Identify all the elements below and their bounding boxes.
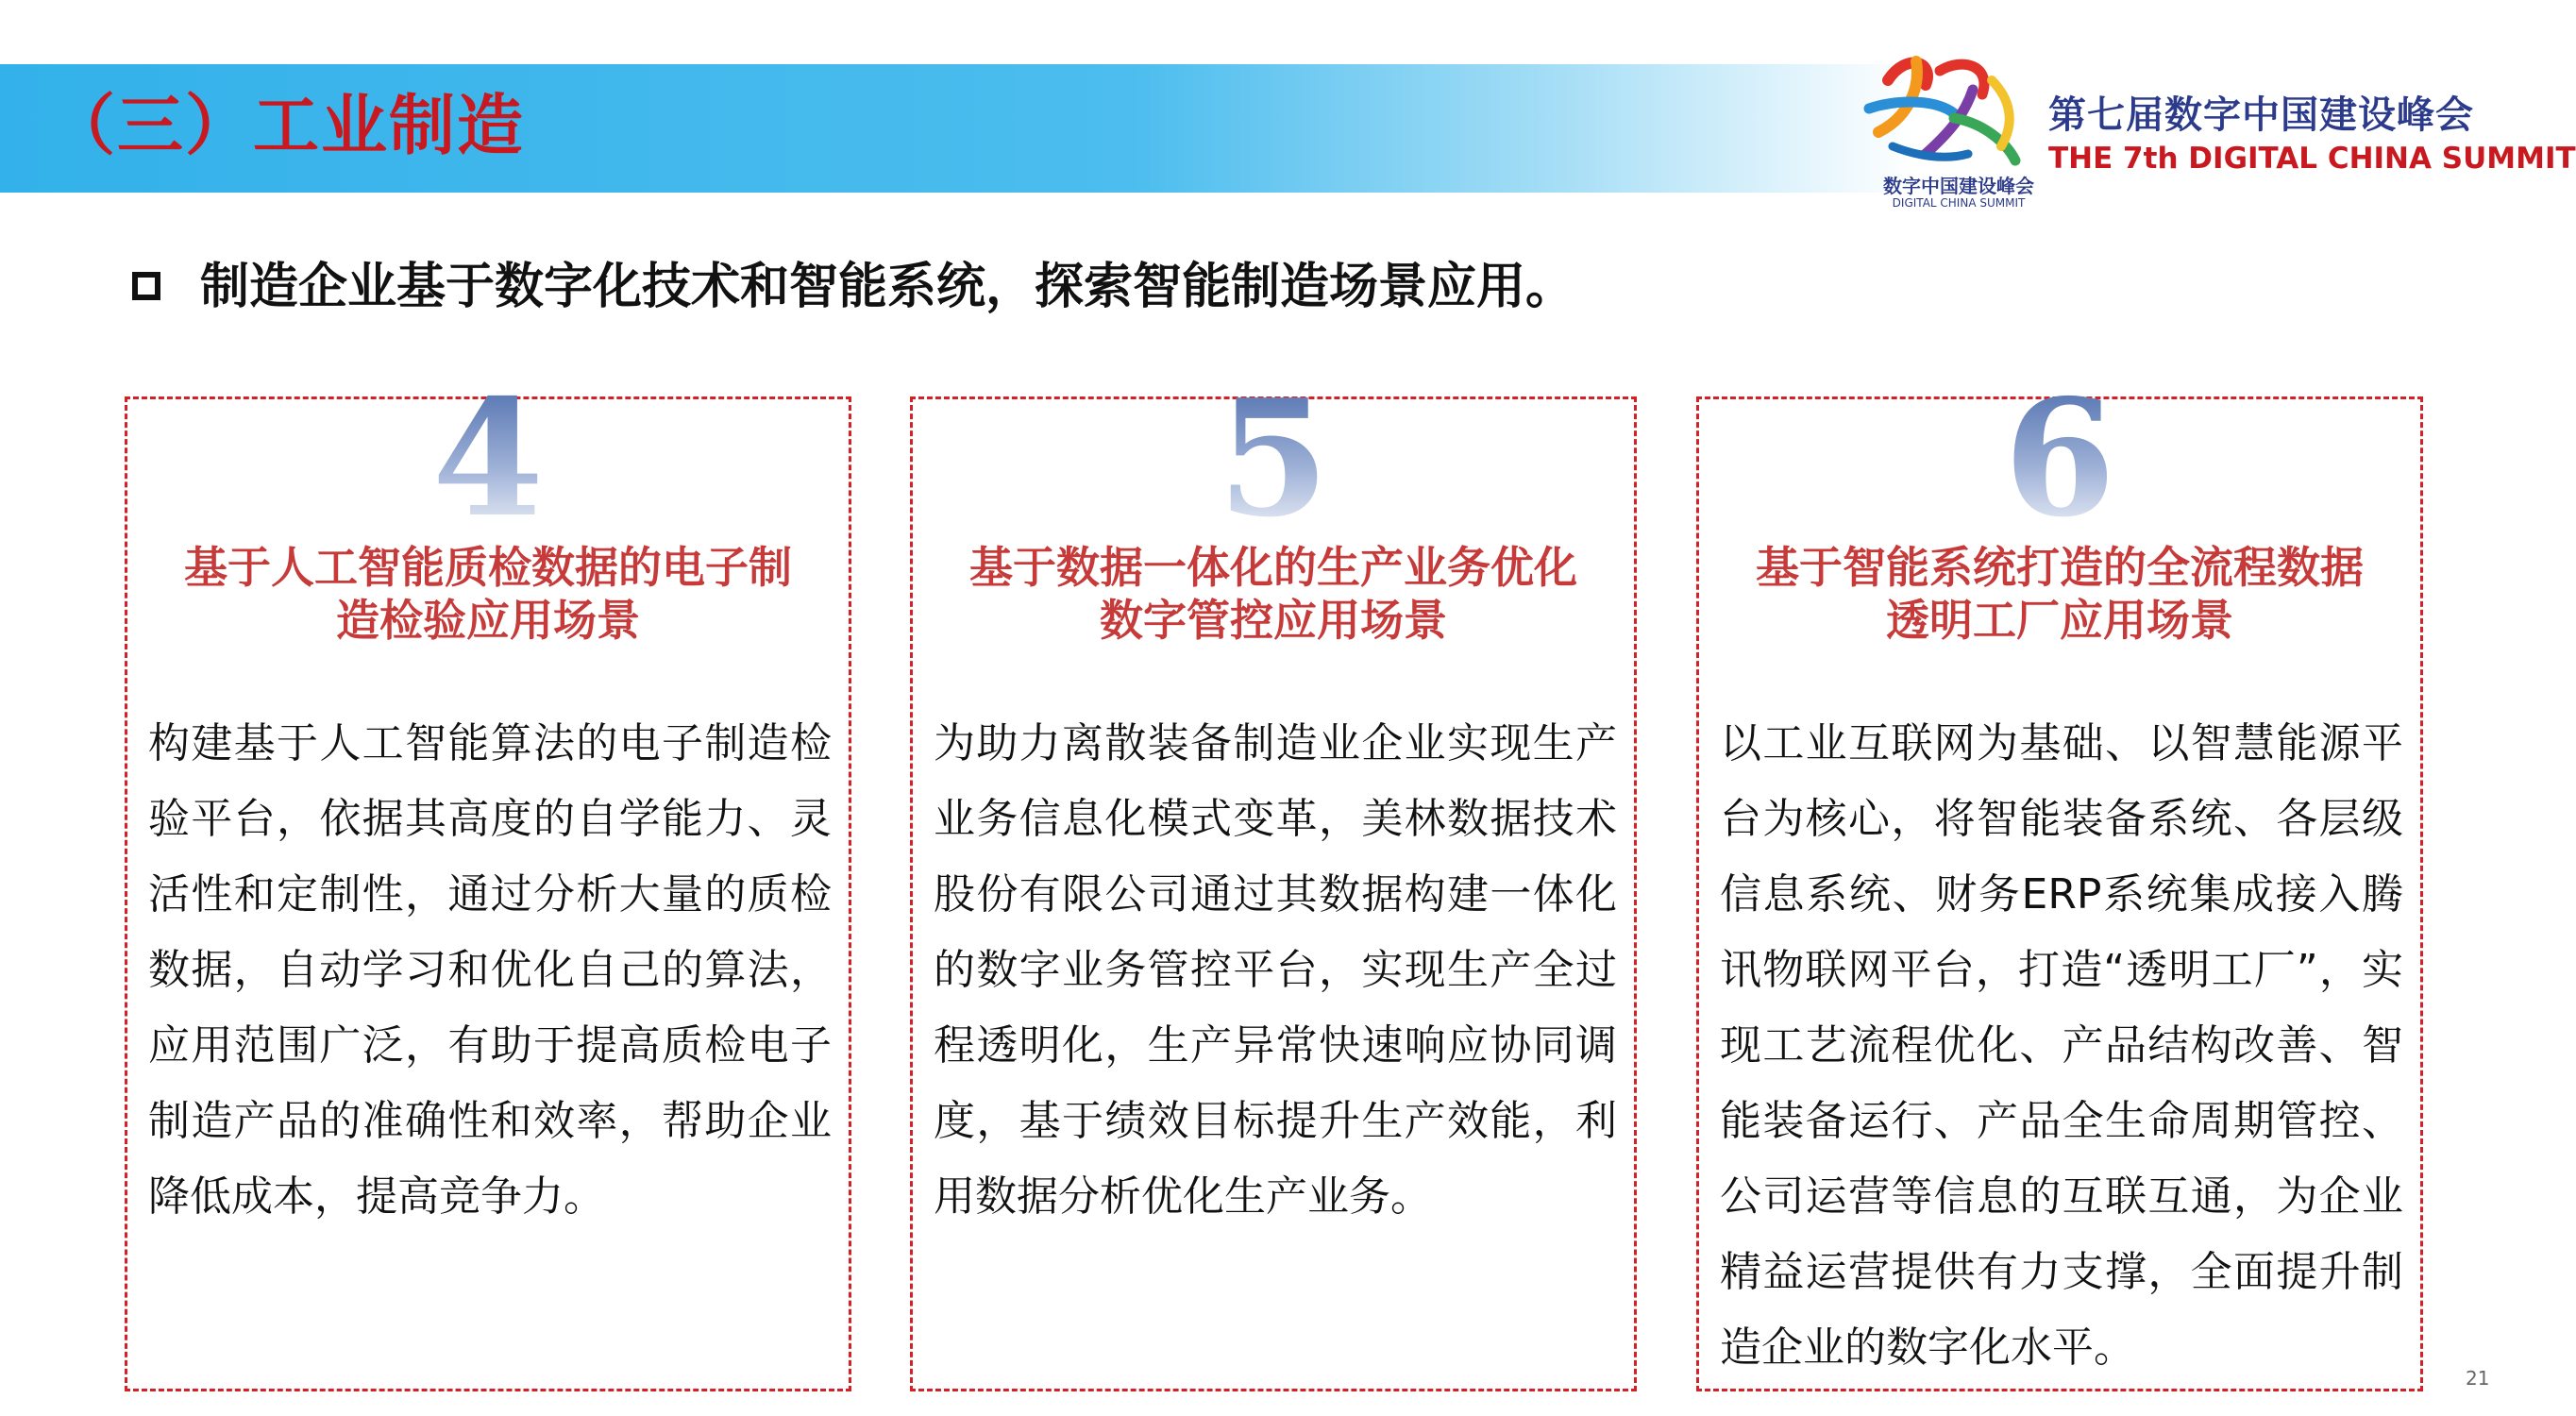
summit-name-cn: 第七届数字中国建设峰会 xyxy=(2048,93,2474,137)
headline-text: 制造企业基于数字化技术和智能系统，探索智能制造场景应用。 xyxy=(200,259,1575,315)
scenario-card-4 xyxy=(125,364,851,1391)
card-title: 基于智能系统打造的全流程数据透明工厂应用场景 xyxy=(1756,542,2364,646)
summit-logo xyxy=(1850,42,2048,212)
card-number: 6 xyxy=(1699,379,2420,539)
card-title: 基于人工智能质检数据的电子制造检验应用场景 xyxy=(184,542,792,646)
page-number: 21 xyxy=(2466,1367,2490,1390)
section-title: （三）工业制造 xyxy=(49,87,525,164)
scenario-card-6 xyxy=(1696,364,2423,1391)
scenario-card-5 xyxy=(910,364,1637,1391)
card-body: 以工业互联网为基础、以智慧能源平台为核心，将智能装备系统、各层级信息系统、财务ERP系统集成接入腾讯物联网平台，打造“透明工厂”，实现工艺流程优化、产品结构改善、智能装备运行、产品全生命周期管控、公司运营等信息的互联互通，为企业精益运营提供有力支撑，全面提升制造企业的数字化水平。 xyxy=(1720,719,2403,1372)
card-body: 为助力离散装备制造业企业实现生产业务信息化模式变革，美林数据技术股份有限公司通过其数据构建一体化的数字业务管控平台，实现生产全过程透明化，生产异常快速响应协同调度，基于绩效目标提升生产效能，利用数据分析优化生产业务。 xyxy=(934,719,1617,1221)
card-number: 4 xyxy=(127,379,849,539)
card-title: 基于数据一体化的生产业务优化数字管控应用场景 xyxy=(969,542,1577,646)
summit-logo-icon xyxy=(1850,42,2048,175)
card-body: 构建基于人工智能算法的电子制造检验平台，依据其高度的自学能力、灵活性和定制性，通过分析大量的质检数据，自动学习和优化自己的算法，应用范围广泛，有助于提高质检电子制造产品的准确性和效率，帮助企业降低成本，提高竞争力。 xyxy=(148,719,832,1221)
square-bullet-icon xyxy=(132,272,160,300)
logo-text-cn: 数字中国建设峰会 xyxy=(1883,175,2034,197)
summit-name-en: THE 7th DIGITAL CHINA SUMMIT xyxy=(2048,142,2576,176)
logo-text-en: DIGITAL CHINA SUMMIT xyxy=(1892,196,2026,210)
card-number: 5 xyxy=(913,379,1634,539)
